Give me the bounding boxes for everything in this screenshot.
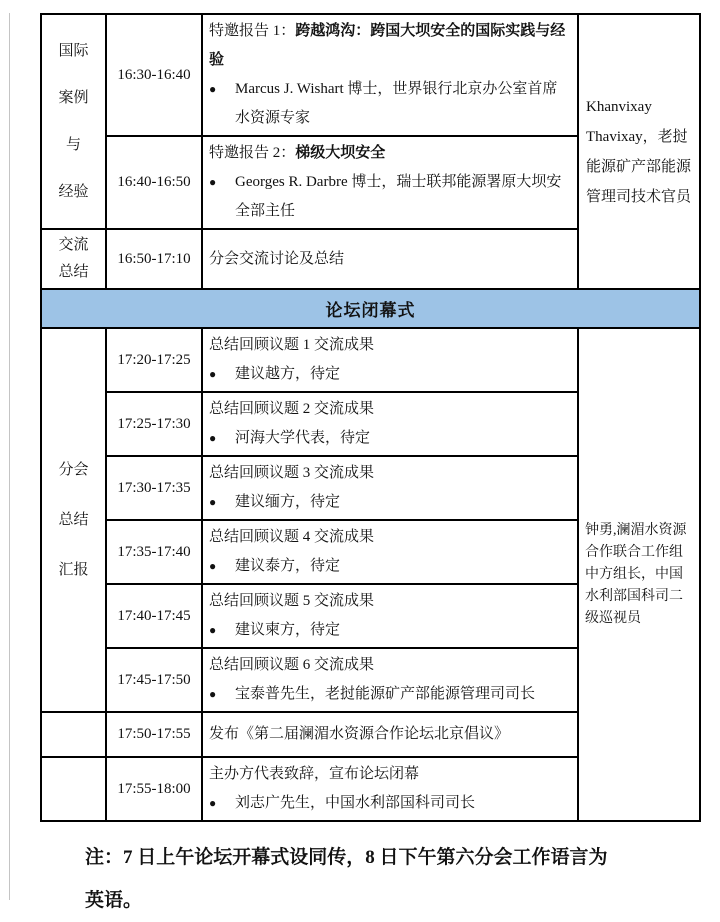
session-speaker bbox=[209, 75, 571, 133]
session-cell bbox=[202, 136, 578, 229]
session-title bbox=[209, 139, 571, 168]
session-title: 分会交流讨论及总结 bbox=[209, 250, 345, 267]
category-cell-international bbox=[41, 14, 106, 229]
time-cell: 17:50-17:55 bbox=[106, 712, 202, 757]
session-title bbox=[209, 17, 571, 75]
category-line: 与 bbox=[65, 136, 81, 153]
banner-row bbox=[41, 289, 700, 328]
session-title: 总结回顾议题 3 交流成果 bbox=[209, 465, 375, 481]
session-title: 总结回顾议题 4 交流成果 bbox=[209, 529, 375, 545]
speaker-text: 建议柬方，待定 bbox=[235, 622, 341, 638]
category-line: 经验 bbox=[58, 183, 89, 200]
category-cell-report bbox=[41, 328, 106, 712]
session-cell bbox=[202, 712, 578, 757]
category-cell-empty bbox=[41, 712, 106, 757]
category-cell-empty bbox=[41, 757, 106, 821]
category-line: 交流 bbox=[58, 237, 89, 253]
bullet-icon: ● bbox=[209, 796, 217, 810]
person-cell-bottom: 钟勇,澜湄水资源合作联合工作组中方组长，中国水利部国科司二级巡视员 bbox=[578, 328, 700, 821]
session-title: 总结回顾议题 2 交流成果 bbox=[209, 401, 375, 417]
category-line: 案例 bbox=[58, 89, 89, 106]
session-cell bbox=[202, 648, 578, 712]
category-line: 总结 bbox=[58, 512, 89, 528]
session-title: 总结回顾议题 6 交流成果 bbox=[209, 657, 375, 673]
session-speaker bbox=[209, 552, 571, 581]
session-title: 总结回顾议题 1 交流成果 bbox=[209, 337, 375, 353]
speaker-text: 宝泰普先生，老挝能源矿产部能源管理司司长 bbox=[235, 686, 536, 702]
speaker-text: 建议越方，待定 bbox=[235, 366, 341, 382]
category-line: 汇报 bbox=[58, 562, 89, 578]
session-title: 发布《第二届澜湄水资源合作论坛北京倡议》 bbox=[209, 726, 510, 742]
footnote-line: 注：7 日上午论坛开幕式设同传，8 日下午第六分会工作语言为 bbox=[85, 847, 608, 868]
category-line: 分会 bbox=[58, 462, 89, 478]
time-cell: 17:30-17:35 bbox=[106, 456, 202, 520]
session-cell bbox=[202, 757, 578, 821]
category-cell-summary bbox=[41, 229, 106, 289]
time-cell: 17:55-18:00 bbox=[106, 757, 202, 821]
bullet-icon: ● bbox=[209, 495, 217, 509]
session-cell bbox=[202, 14, 578, 136]
time-cell: 17:20-17:25 bbox=[106, 328, 202, 392]
category-line: 总结 bbox=[58, 264, 89, 280]
table-row bbox=[41, 328, 700, 392]
bullet-icon: ● bbox=[209, 175, 217, 189]
session-cell bbox=[202, 229, 578, 289]
session-speaker bbox=[209, 424, 571, 453]
session-speaker bbox=[209, 360, 571, 389]
speaker-text: 建议缅方，待定 bbox=[235, 494, 341, 510]
session-title-bold: 跨越鸿沟：跨国大坝安全的国际实践与经验 bbox=[209, 23, 566, 68]
session-speaker bbox=[209, 616, 571, 645]
time-cell: 17:40-17:45 bbox=[106, 584, 202, 648]
session-speaker bbox=[209, 680, 571, 709]
footnote bbox=[85, 836, 673, 922]
bullet-icon: ● bbox=[209, 623, 217, 637]
session-cell bbox=[202, 392, 578, 456]
bullet-icon: ● bbox=[209, 82, 217, 96]
session-speaker bbox=[209, 488, 571, 517]
bullet-icon: ● bbox=[209, 687, 217, 701]
session-speaker bbox=[209, 789, 571, 818]
bullet-icon: ● bbox=[209, 367, 217, 381]
closing-ceremony-banner: 论坛闭幕式 bbox=[41, 289, 700, 328]
speaker-text: Marcus J. Wishart 博士，世界银行北京办公室首席水资源专家 bbox=[235, 81, 558, 126]
time-cell: 16:40-16:50 bbox=[106, 136, 202, 229]
page-edge-line bbox=[9, 13, 10, 900]
speaker-text: 建议泰方，待定 bbox=[235, 558, 341, 574]
speaker-text: Georges R. Darbre 博士，瑞士联邦能源署原大坝安全部主任 bbox=[235, 174, 562, 219]
time-cell: 17:45-17:50 bbox=[106, 648, 202, 712]
speaker-text: 河海大学代表，待定 bbox=[235, 430, 371, 446]
session-title-prefix: 特邀报告 2： bbox=[209, 145, 296, 161]
speaker-text: 刘志广先生，中国水利部国科司司长 bbox=[235, 795, 476, 811]
session-title: 总结回顾议题 5 交流成果 bbox=[209, 593, 375, 609]
bullet-icon: ● bbox=[209, 431, 217, 445]
agenda-table bbox=[40, 13, 701, 822]
session-speaker bbox=[209, 168, 571, 226]
time-cell: 17:25-17:30 bbox=[106, 392, 202, 456]
footnote-line: 英语。 bbox=[85, 890, 143, 911]
time-cell: 17:35-17:40 bbox=[106, 520, 202, 584]
time-cell: 16:50-17:10 bbox=[106, 229, 202, 289]
category-line: 国际 bbox=[58, 42, 89, 59]
session-title: 主办方代表致辞，宣布论坛闭幕 bbox=[209, 766, 420, 782]
session-title-bold: 梯级大坝安全 bbox=[295, 145, 386, 161]
session-cell bbox=[202, 456, 578, 520]
time-cell: 16:30-16:40 bbox=[106, 14, 202, 136]
person-cell-top: Khanvixay Thavixay，老挝能源矿产部能源管理司技术官员 bbox=[578, 14, 700, 289]
session-cell bbox=[202, 584, 578, 648]
session-cell bbox=[202, 328, 578, 392]
session-title-prefix: 特邀报告 1： bbox=[209, 23, 296, 39]
bullet-icon: ● bbox=[209, 559, 217, 573]
session-cell bbox=[202, 520, 578, 584]
table-row bbox=[41, 14, 700, 136]
